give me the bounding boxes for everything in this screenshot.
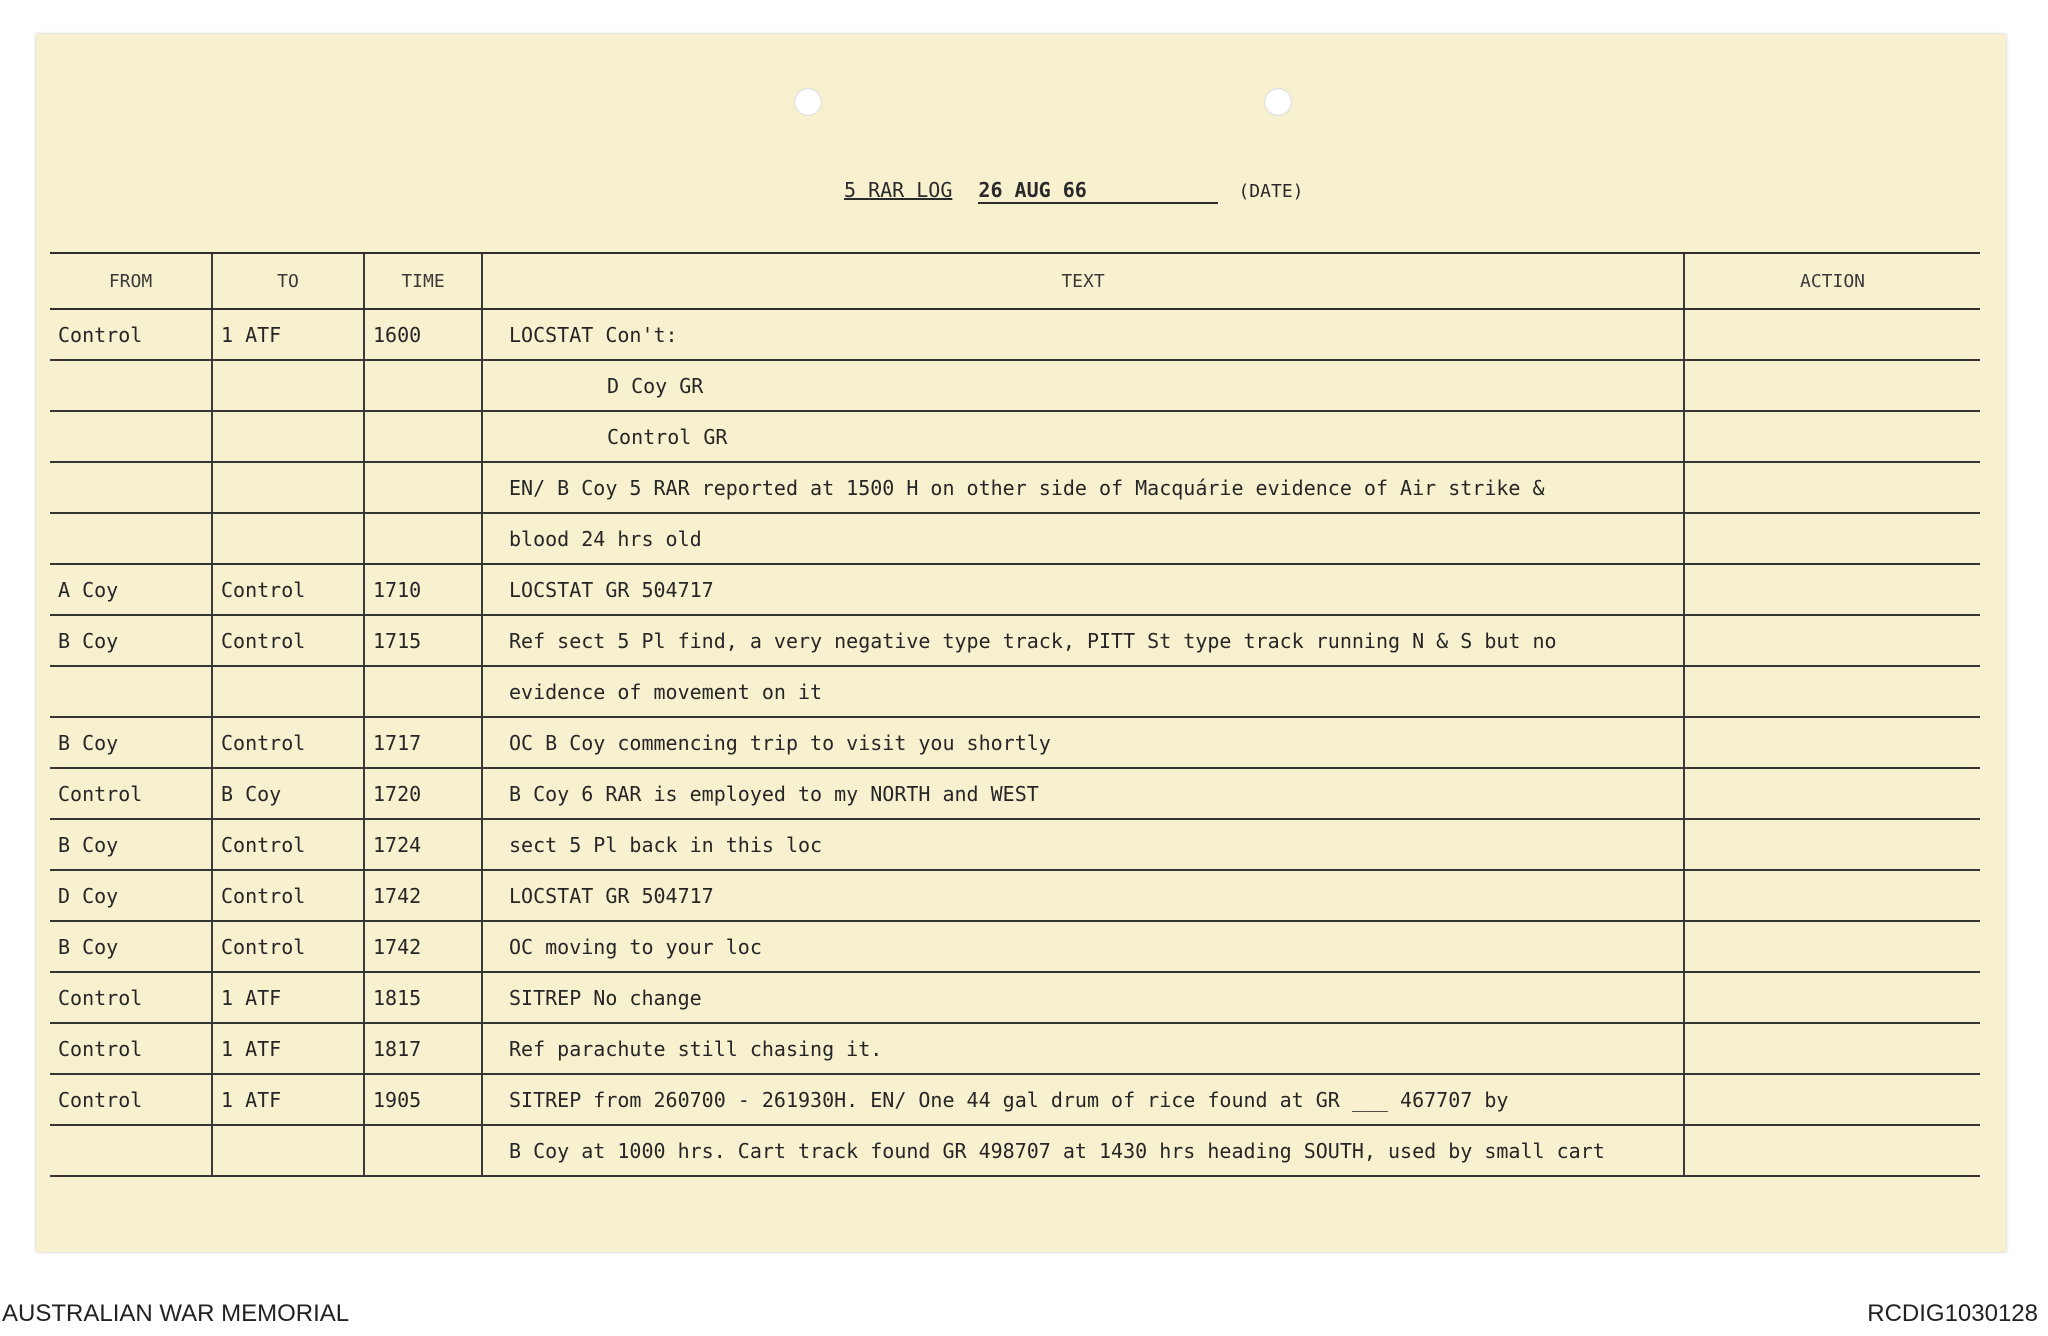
- cell-time: [364, 513, 482, 564]
- cell-to: 1 ATF: [212, 1074, 364, 1125]
- table-row: [50, 1125, 1980, 1176]
- cell-time: [364, 666, 482, 717]
- cell-from: Control: [50, 1074, 212, 1125]
- cell-text: SITREP from 260700 - 261930H. EN/ One 44 gal drum of rice found at GR ___ 467707 by: [482, 1074, 1684, 1125]
- cell-from: [50, 513, 212, 564]
- cell-from: [50, 360, 212, 411]
- cell-action: [1684, 666, 1980, 717]
- table-row: [50, 972, 1980, 1023]
- cell-text: D Coy GR: [482, 360, 1684, 411]
- cell-action: [1684, 615, 1980, 666]
- table-row: [50, 768, 1980, 819]
- cell-text: EN/ B Coy 5 RAR reported at 1500 H on other side of Macquárie evidence of Air strike &: [482, 462, 1684, 513]
- cell-text: B Coy 6 RAR is employed to my NORTH and WEST: [482, 768, 1684, 819]
- cell-text: evidence of movement on it: [482, 666, 1684, 717]
- log-header: [844, 178, 1304, 204]
- cell-time: [364, 1125, 482, 1176]
- cell-to: [212, 462, 364, 513]
- col-header-time: TIME: [364, 253, 482, 309]
- cell-to: 1 ATF: [212, 972, 364, 1023]
- cell-from: Control: [50, 972, 212, 1023]
- cell-action: [1684, 360, 1980, 411]
- cell-text: Ref parachute still chasing it.: [482, 1023, 1684, 1074]
- cell-to: 1 ATF: [212, 309, 364, 360]
- log-date: 26 AUG 66: [978, 178, 1218, 204]
- log-body: [50, 309, 1980, 1176]
- table-row: [50, 411, 1980, 462]
- table-row: [50, 309, 1980, 360]
- cell-time: [364, 360, 482, 411]
- cell-action: [1684, 819, 1980, 870]
- table-row: [50, 870, 1980, 921]
- cell-text: Ref sect 5 Pl find, a very negative type track, PITT St type track running N & S but no: [482, 615, 1684, 666]
- table-row: [50, 564, 1980, 615]
- cell-to: [212, 1125, 364, 1176]
- cell-time: 1742: [364, 870, 482, 921]
- cell-text: blood 24 hrs old: [482, 513, 1684, 564]
- cell-text: LOCSTAT Con't:: [482, 309, 1684, 360]
- cell-text: OC B Coy commencing trip to visit you shortly: [482, 717, 1684, 768]
- footer-source: AUSTRALIAN WAR MEMORIAL: [2, 1300, 350, 1327]
- cell-from: [50, 411, 212, 462]
- cell-to: Control: [212, 564, 364, 615]
- cell-from: D Coy: [50, 870, 212, 921]
- cell-from: A Coy: [50, 564, 212, 615]
- cell-text: LOCSTAT GR 504717: [482, 870, 1684, 921]
- cell-to: [212, 513, 364, 564]
- cell-text: sect 5 Pl back in this loc: [482, 819, 1684, 870]
- table-row: [50, 1023, 1980, 1074]
- cell-from: Control: [50, 768, 212, 819]
- date-label: (DATE): [1238, 181, 1304, 202]
- cell-to: Control: [212, 921, 364, 972]
- cell-time: [364, 462, 482, 513]
- table-row: [50, 360, 1980, 411]
- log-title: 5 RAR LOG: [844, 178, 953, 202]
- cell-text: OC moving to your loc: [482, 921, 1684, 972]
- cell-from: B Coy: [50, 819, 212, 870]
- cell-time: 1715: [364, 615, 482, 666]
- cell-to: Control: [212, 717, 364, 768]
- cell-action: [1684, 564, 1980, 615]
- table-row: [50, 717, 1980, 768]
- table-row: [50, 1074, 1980, 1125]
- cell-from: [50, 462, 212, 513]
- cell-from: Control: [50, 1023, 212, 1074]
- cell-from: B Coy: [50, 717, 212, 768]
- cell-time: [364, 411, 482, 462]
- cell-time: 1717: [364, 717, 482, 768]
- cell-time: 1710: [364, 564, 482, 615]
- cell-from: Control: [50, 309, 212, 360]
- cell-to: Control: [212, 870, 364, 921]
- cell-action: [1684, 513, 1980, 564]
- cell-action: [1684, 972, 1980, 1023]
- cell-action: [1684, 717, 1980, 768]
- table-row: [50, 513, 1980, 564]
- log-table: [50, 252, 1980, 1177]
- cell-action: [1684, 462, 1980, 513]
- cell-to: [212, 666, 364, 717]
- cell-time: 1720: [364, 768, 482, 819]
- cell-action: [1684, 921, 1980, 972]
- cell-action: [1684, 768, 1980, 819]
- cell-from: [50, 1125, 212, 1176]
- cell-text: B Coy at 1000 hrs. Cart track found GR 498707 at 1430 hrs heading SOUTH, used by small cart: [482, 1125, 1684, 1176]
- table-row: [50, 921, 1980, 972]
- cell-to: B Coy: [212, 768, 364, 819]
- cell-to: [212, 411, 364, 462]
- cell-to: Control: [212, 615, 364, 666]
- cell-action: [1684, 870, 1980, 921]
- cell-time: 1905: [364, 1074, 482, 1125]
- cell-from: B Coy: [50, 615, 212, 666]
- cell-time: 1724: [364, 819, 482, 870]
- cell-time: 1817: [364, 1023, 482, 1074]
- cell-to: [212, 360, 364, 411]
- punch-hole: [794, 88, 822, 116]
- col-header-action: ACTION: [1684, 253, 1980, 309]
- cell-action: [1684, 411, 1980, 462]
- table-row: [50, 462, 1980, 513]
- cell-time: 1815: [364, 972, 482, 1023]
- footer-id: RCDIG1030128: [1867, 1300, 2038, 1327]
- cell-from: [50, 666, 212, 717]
- log-sheet: [36, 34, 2006, 1252]
- cell-from: B Coy: [50, 921, 212, 972]
- cell-action: [1684, 309, 1980, 360]
- col-header-to: TO: [212, 253, 364, 309]
- punch-hole: [1264, 88, 1292, 116]
- table-row: [50, 666, 1980, 717]
- cell-to: 1 ATF: [212, 1023, 364, 1074]
- cell-text: Control GR: [482, 411, 1684, 462]
- cell-to: Control: [212, 819, 364, 870]
- cell-text: LOCSTAT GR 504717: [482, 564, 1684, 615]
- cell-action: [1684, 1074, 1980, 1125]
- table-row: [50, 819, 1980, 870]
- cell-text: SITREP No change: [482, 972, 1684, 1023]
- col-header-from: FROM: [50, 253, 212, 309]
- table-header-row: [50, 253, 1980, 309]
- cell-time: 1742: [364, 921, 482, 972]
- col-header-text: TEXT: [482, 253, 1684, 309]
- table-row: [50, 615, 1980, 666]
- cell-action: [1684, 1023, 1980, 1074]
- cell-time: 1600: [364, 309, 482, 360]
- cell-action: [1684, 1125, 1980, 1176]
